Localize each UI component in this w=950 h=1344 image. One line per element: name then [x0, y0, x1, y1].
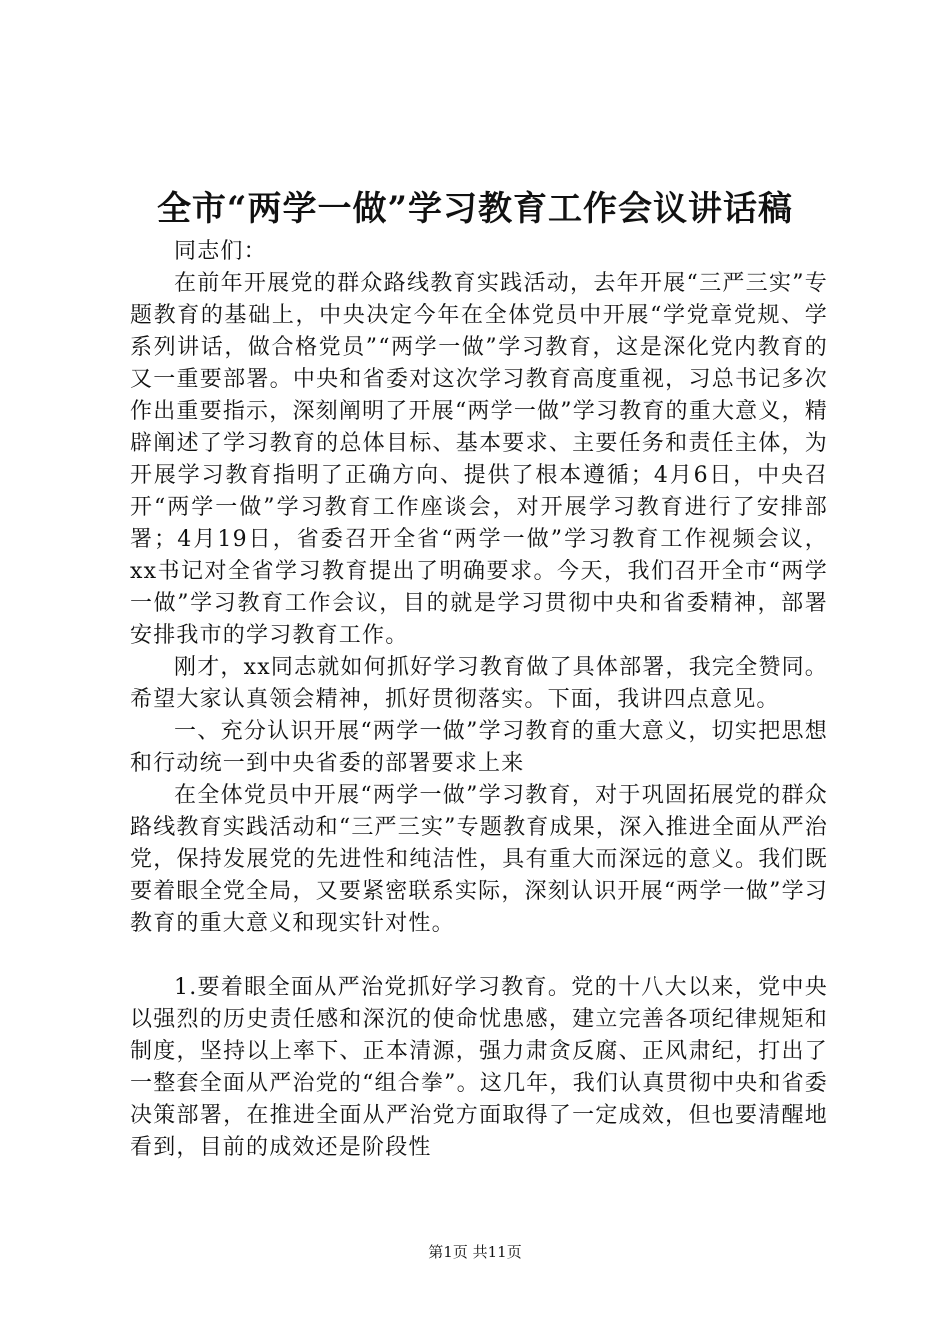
salutation: 同志们：: [174, 239, 267, 264]
page-footer: 第1页 共11页: [428, 1243, 522, 1261]
body-paragraph: 在全体党员中开展“两学一做”学习教育，对于巩固拓展党的群众路线教育实践活动和“三严三实”专题教育成果，深入推进全面从严治党，保持发展党的先进性和纯洁性，具有重大而深远的意义。我们既要着眼全党全局，又要紧密联系实际，深刻认识开展“两学一做”学习教育的重大意义和现实针对性。: [130, 783, 828, 936]
document-body: [130, 236, 828, 1164]
document-title: 全市“两学一做”学习教育工作会议讲话稿: [156, 189, 794, 229]
body-paragraph: 1.要着眼全面从严治党抓好学习教育。党的十八大以来，党中央以强烈的历史责任感和深沉的使命忧患感，建立完善各项纪律规矩和制度，坚持以上率下、正本清源，强力肃贪反腐、正风肃纪，打出了一整套全面从严治党的“组合拳”。这几年，我们认真贯彻中央和省委决策部署，在推进全面从严治党方面取得了一定成效，但也要清醒地看到，目前的成效还是阶段性: [130, 975, 828, 1160]
section-heading: 一、充分认识开展“两学一做”学习教育的重大意义，切实把思想和行动统一到中央省委的部署要求上来: [130, 719, 828, 776]
body-paragraph: 刚才，xx同志就如何抓好学习教育做了具体部署，我完全赞同。希望大家认真领会精神，抓好贯彻落实。下面，我讲四点意见。: [130, 655, 828, 712]
body-paragraph: 在前年开展党的群众路线教育实践活动，去年开展“三严三实”专题教育的基础上，中央决定今年在全体党员中开展“学党章党规、学系列讲话，做合格党员”“两学一做”学习教育，这是深化党内教育的又一重要部署。中央和省委对这次学习教育高度重视，习总书记多次作出重要指示，深刻阐明了开展“两学一做”学习教育的重大意义，精辟阐述了学习教育的总体目标、基本要求、主要任务和责任主体，为开展学习教育指明了正确方向、提供了根本遵循；4月6日，中央召开“两学一做”学习教育工作座谈会，对开展学习教育进行了安排部署；4月19日，省委召开全省“两学一做”学习教育工作视频会议，xx书记对全省学习教育提出了明确要求。今天，我们召开全市“两学一做”学习教育工作会议，目的就是学习贯彻中央和省委精神，部署安排我市的学习教育工作。: [130, 271, 828, 648]
